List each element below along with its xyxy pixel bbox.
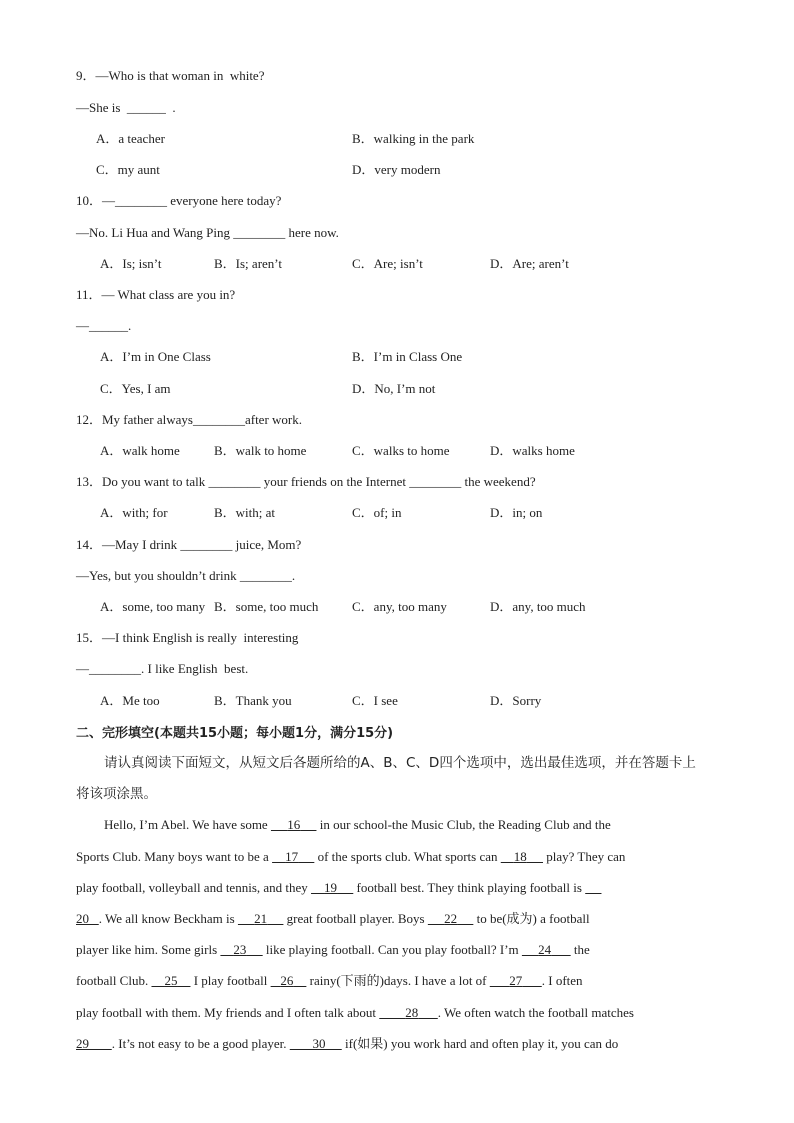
passage-line-5: player like him. Some girls 23 like playing football. Can you play football? I’m 24 the: [76, 942, 590, 957]
question-12-stem: 12．My father always________after work.: [76, 412, 302, 427]
question-15-option-a: A．Me too: [100, 693, 160, 708]
question-11-option-d: D．No, I’m not: [352, 381, 436, 396]
blank-23: 23: [233, 942, 247, 957]
question-9-option-b: B．walking in the park: [352, 131, 475, 146]
question-14-option-c: C．any, too many: [352, 599, 447, 614]
blank-22: 22: [444, 911, 458, 926]
question-10-option-a: A．Is; isn’t: [100, 256, 162, 271]
blank-29: 29: [76, 1036, 89, 1051]
blank-25: 25: [164, 973, 178, 988]
question-14-stem: 14．—May I drink ________ juice, Mom?: [76, 537, 302, 552]
question-13-stem: 13．Do you want to talk ________ your friends on the Internet ________ the weekend?: [76, 474, 536, 489]
question-12-option-b: B．walk to home: [214, 443, 307, 458]
passage-line-7: play football with them. My friends and I often talk about 28 . We often watch the football matches: [76, 1005, 634, 1020]
question-13-option-d: D．in; on: [490, 505, 543, 520]
section-2-instruction-cont: 将该项涂黑。: [76, 786, 157, 802]
question-10-stem: 10．—________ everyone here today?: [76, 193, 282, 208]
question-12-option-d: D．walks home: [490, 443, 575, 458]
question-14-option-a: A．some, too many: [100, 599, 206, 614]
passage-line-8: 29 . It’s not easy to be a good player. 30 if(如果) you work hard and often play it, you can do: [76, 1036, 619, 1051]
question-15-reply: —________. I like English best.: [76, 661, 249, 676]
question-12-option-a: A．walk home: [100, 443, 180, 458]
blank-18: 18: [513, 849, 527, 864]
blank-30: 30: [312, 1036, 326, 1051]
section-2-instruction: 请认真阅读下面短文，从短文后各题所给的A、B、C、D四个选项中，选出最佳选项，并在答题卡上: [104, 755, 696, 771]
question-10-option-c: C．Are; isn’t: [352, 256, 423, 271]
blank-21: 21: [254, 911, 268, 926]
question-14-option-d: D．any, too much: [490, 599, 586, 614]
question-11-option-a: A．I’m in One Class: [100, 349, 211, 364]
passage-line-6: football Club. 25 I play football 26 rainy(下雨的)days. I have a lot of 27 . I often: [76, 973, 583, 988]
passage-line-3: play football, volleyball and tennis, and they 19 football best. They think playing football is: [76, 880, 586, 895]
question-10-option-b: B．Is; aren’t: [214, 256, 282, 271]
blank-28: 28: [405, 1005, 419, 1020]
question-12-option-c: C．walks to home: [352, 443, 450, 458]
question-11-option-b: B．I’m in Class One: [352, 349, 463, 364]
blank-17: 17: [285, 849, 299, 864]
question-14-reply: —Yes, but you shouldn’t drink ________.: [76, 568, 296, 583]
question-15-option-c: C．I see: [352, 693, 398, 708]
question-11-reply: —______.: [76, 318, 132, 333]
question-15-option-b: B．Thank you: [214, 693, 292, 708]
question-9-reply: —She is ______ .: [76, 100, 176, 115]
question-11-stem: 11．— What class are you in?: [76, 287, 236, 302]
question-14-option-b: B．some, too much: [214, 599, 319, 614]
question-9-stem: 9．—Who is that woman in white?: [76, 68, 265, 83]
question-15-option-d: D．Sorry: [490, 693, 542, 708]
section-2-heading: 二、完形填空(本题共15小题；每小题1分，满分15分): [76, 726, 394, 741]
question-9-option-a: A．a teacher: [96, 131, 165, 146]
passage-line-1: Hello, I’m Abel. We have some 16 in our school-the Music Club, the Reading Club and the: [104, 817, 611, 832]
question-10-option-d: D．Are; aren’t: [490, 256, 569, 271]
question-13-option-c: C．of; in: [352, 505, 402, 520]
question-15-stem: 15．—I think English is really interesting: [76, 630, 299, 645]
question-9-option-d: D．very modern: [352, 162, 441, 177]
blank-24: 24: [538, 942, 552, 957]
blank-27: 27: [509, 973, 523, 988]
question-13-option-a: A．with; for: [100, 505, 168, 520]
question-11-option-c: C．Yes, I am: [100, 381, 171, 396]
question-13-option-b: B．with; at: [214, 505, 276, 520]
question-9-option-c: C．my aunt: [96, 162, 160, 177]
question-10-reply: —No. Li Hua and Wang Ping ________ here now.: [76, 225, 339, 240]
blank-20: 20: [76, 911, 89, 926]
passage-line-2: Sports Club. Many boys want to be a 17 of the sports club. What sports can 18 play? They can: [76, 849, 626, 864]
blank-16: 16: [287, 817, 301, 832]
passage-line-4: 20 . We all know Beckham is 21 great football player. Boys 22 to be(成为) a football: [76, 911, 590, 926]
blank-26: 26: [280, 973, 294, 988]
blank-19: 19: [324, 880, 338, 895]
